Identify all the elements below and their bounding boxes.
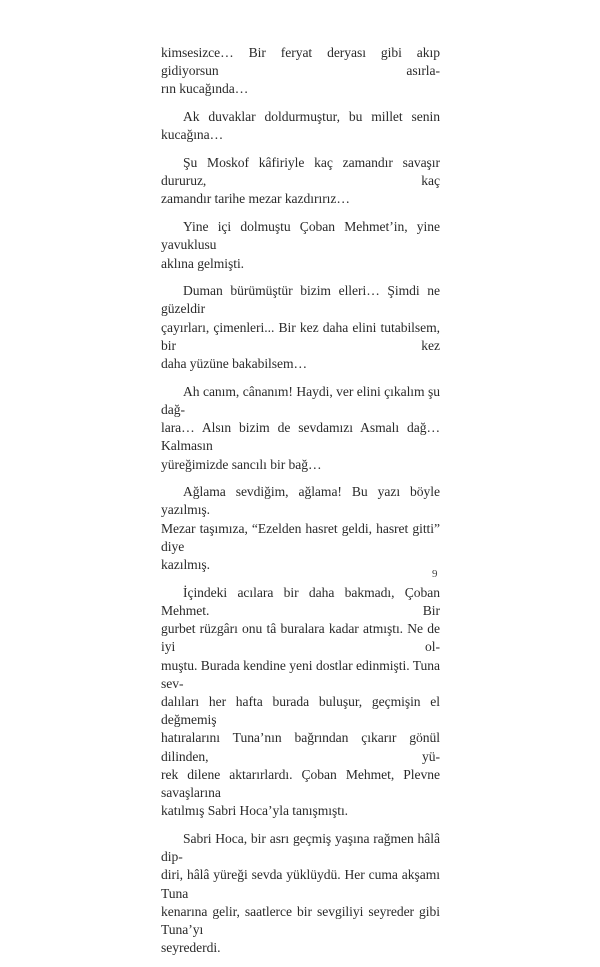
- text-line: kenarına gelir, saatlerce bir sevgiliyi seyreder gibi Tuna’yı: [161, 903, 440, 937]
- book-page-text: [161, 44, 440, 967]
- text-line: rın kucağında…: [161, 81, 249, 97]
- text-line: muştu. Burada kendine yeni dostlar edinmişti. Tuna sev-: [161, 657, 440, 691]
- text-line: katılmış Sabri Hoca’yla tanışmıştı.: [161, 803, 349, 819]
- paragraph: [161, 108, 440, 144]
- text-line: İçindeki acılara bir daha bakmadı, Çoban Mehmet. Bir: [161, 584, 440, 618]
- text-line: zamandır tarihe mezar kazdırırız…: [161, 191, 350, 207]
- paragraph: [161, 154, 440, 209]
- text-line: Yine içi dolmuştu Çoban Mehmet’in, yine yavuklusu: [161, 219, 440, 253]
- text-line: aklına gelmişti.: [161, 255, 245, 271]
- text-line: diri, hâlâ yüreği sevda yüklüydü. Her cuma akşamı Tuna: [161, 867, 440, 901]
- text-line: gurbet rüzgârı onu tâ buralara kadar atmıştı. Ne de iyi ol-: [161, 621, 440, 655]
- text-line: rek dilene aktarırlardı. Çoban Mehmet, Plevne savaşlarına: [161, 766, 440, 801]
- text-line: Ah canım, cânanım! Haydi, ver elini çıkalım şu dağ-: [161, 383, 440, 417]
- paragraph: [161, 383, 440, 474]
- text-line: Mezar taşımıza, “Ezelden hasret geldi, hasret gitti” diye: [161, 520, 440, 554]
- paragraph: [161, 830, 440, 957]
- page-number: 9: [432, 568, 438, 580]
- text-line: Şu Moskof kâfiriyle kaç zamandır savaşır dururuz, kaç: [161, 155, 440, 189]
- paragraph: [161, 483, 440, 574]
- text-line: hatıralarını Tuna’nın bağrından çıkarır gönül dilinden, yü-: [161, 730, 440, 764]
- text-line: kimsesizce… Bir feryat deryası gibi akıp gidiyorsun asırla-: [161, 45, 440, 79]
- text-line: Ağlama sevdiğim, ağlama! Bu yazı böyle yazılmış.: [161, 484, 440, 518]
- text-line: Sabri Hoca, bir asrı geçmiş yaşına rağmen hâlâ dip-: [161, 830, 440, 865]
- paragraph: [161, 218, 440, 273]
- paragraph: [161, 584, 440, 821]
- text-line: dalıları her hafta burada buluşur, geçmişin el değmemiş: [161, 694, 440, 728]
- text-line: lara… Alsın bizim de sevdamızı Asmalı dağ… Kalmasın: [161, 420, 440, 454]
- text-line: Ak duvaklar doldurmuştur, bu millet senin kucağına…: [161, 109, 440, 143]
- paragraph: [161, 44, 440, 99]
- text-line: daha yüzüne bakabilsem…: [161, 356, 308, 372]
- paragraph: [161, 282, 440, 373]
- text-line: yüreğimizde sancılı bir bağ…: [161, 456, 322, 472]
- text-line: Duman bürümüştür bizim elleri… Şimdi ne güzeldir: [161, 283, 440, 317]
- text-line: kazılmış.: [161, 557, 211, 573]
- text-line: çayırları, çimenleri... Bir kez daha elini tutabilsem, bir kez: [161, 319, 440, 353]
- text-line: seyrederdi.: [161, 940, 221, 956]
